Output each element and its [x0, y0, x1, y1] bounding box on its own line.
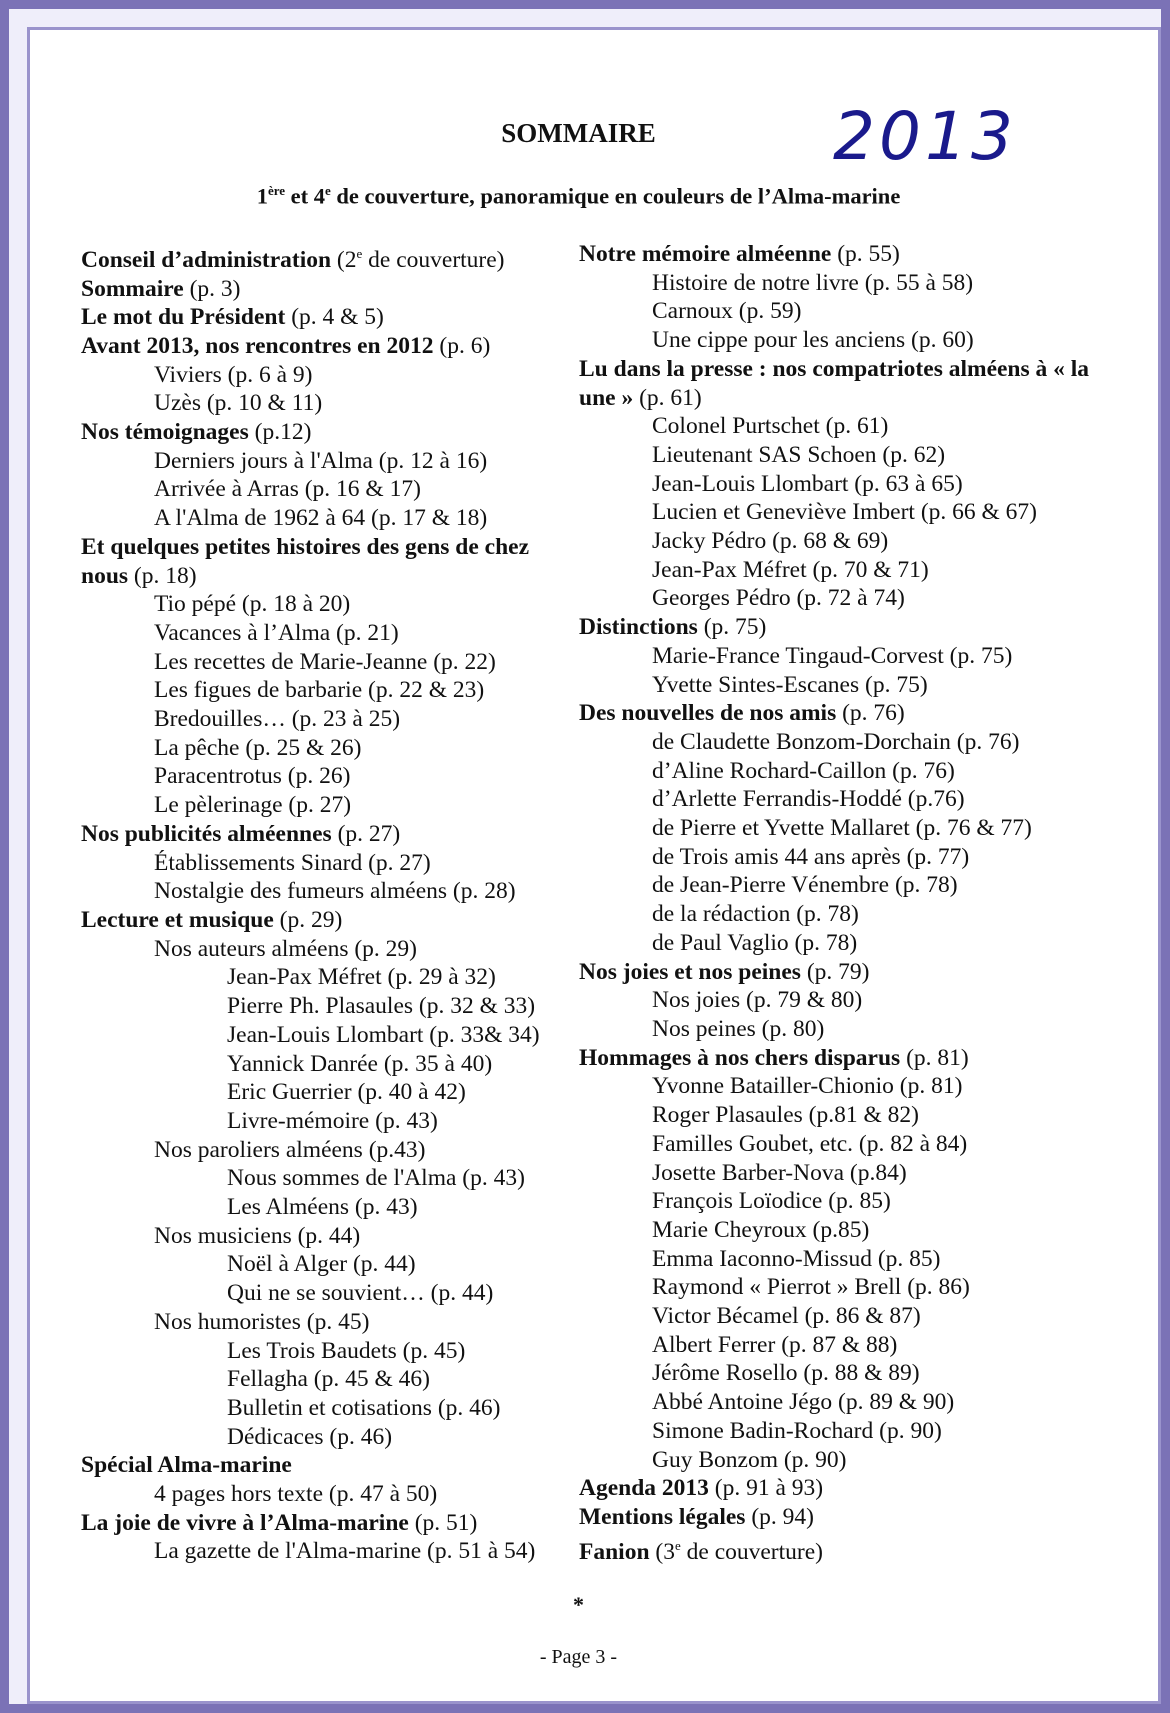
- toc-section: [81, 906, 581, 935]
- toc-section-title: Avant 2013, nos rencontres en 2012: [81, 332, 434, 359]
- toc-section-page: (p. 18): [128, 562, 197, 589]
- toc-entry-text: de Paul Vaglio (p. 78): [652, 929, 858, 956]
- toc-section-page: (p.12): [248, 419, 312, 446]
- toc-entry-text: d’Arlette Ferrandis-Hoddé (p.76): [652, 786, 965, 813]
- toc-entry-text: Yvonne Batailler-Chionio (p. 81): [652, 1073, 963, 1100]
- toc-entry-text: Les recettes de Marie-Jeanne (p. 22): [154, 648, 496, 675]
- toc-entry-text: Jean-Louis Llombart (p. 33& 34): [227, 1021, 540, 1048]
- toc-entry-text: Jacky Pédro (p. 68 & 69): [652, 528, 889, 555]
- toc-section-page: (p. 91 à 93): [708, 1475, 824, 1502]
- toc-section: [579, 699, 1099, 728]
- toc-entry: [579, 556, 1099, 585]
- toc-section-page: (2: [331, 246, 357, 273]
- toc-entry-text: Colonel Purtschet (p. 61): [652, 413, 889, 440]
- toc-entry-text: Jean-Pax Méfret (p. 29 à 32): [227, 964, 496, 991]
- toc-entry: [81, 1078, 581, 1107]
- toc-entry: [81, 849, 581, 878]
- toc-entry: [579, 929, 1099, 958]
- toc-entry: [579, 814, 1099, 843]
- toc-entry-text: Yvette Sintes-Escanes (p. 75): [652, 671, 928, 698]
- toc-section-title: Nos joies et nos peines: [579, 958, 801, 985]
- toc-entry: [579, 1015, 1099, 1044]
- toc-entry: [81, 504, 581, 533]
- toc-entry: [81, 935, 581, 964]
- toc-entry-text: Josette Barber-Nova (p.84): [652, 1159, 907, 1186]
- toc-section-page: (p. 76): [836, 700, 905, 727]
- toc-section: [579, 613, 1099, 642]
- toc-entry: [579, 1072, 1099, 1101]
- toc-section-title: Des nouvelles de nos amis: [579, 700, 837, 727]
- toc-entry: [81, 1050, 581, 1079]
- toc-entry-text: de Jean-Pierre Vénembre (p. 78): [652, 872, 958, 899]
- toc-section-page: (p. 29): [273, 907, 343, 933]
- toc-section-title: La joie de vivre à l’Alma-marine: [81, 1509, 409, 1536]
- toc-section: [81, 533, 581, 590]
- toc-entry: [81, 877, 581, 906]
- cover-note-sup: ère: [267, 183, 286, 198]
- toc-entry-text: Dédicaces (p. 46): [227, 1423, 393, 1450]
- toc-section-title: Le mot du Président: [81, 304, 286, 331]
- toc-entry: [579, 1417, 1099, 1446]
- toc-section-page: (p. 79): [800, 958, 870, 985]
- toc-entry: [579, 1245, 1099, 1274]
- toc-entry-text: Viviers (p. 6 à 9): [154, 361, 313, 388]
- toc-entry: [81, 389, 581, 418]
- toc-section: [579, 1503, 1099, 1532]
- toc-entry-text: Bulletin et cotisations (p. 46): [227, 1394, 501, 1421]
- toc-entry: [81, 1107, 581, 1136]
- toc-entry: [579, 1216, 1099, 1245]
- toc-entry: [81, 1337, 581, 1366]
- toc-section-title: Mentions légales: [579, 1503, 746, 1530]
- toc-entry-text: François Loïodice (p. 85): [652, 1188, 891, 1215]
- toc-entry-text: Pierre Ph. Plasaules (p. 32 & 33): [227, 993, 536, 1020]
- toc-section-page: (p. 4 & 5): [285, 304, 384, 331]
- toc-section-page: (p. 94): [745, 1503, 814, 1530]
- toc-section: [81, 275, 581, 304]
- toc-entry: [579, 584, 1099, 613]
- toc-section-page: (p. 75): [697, 614, 767, 641]
- toc-entry-text: Les Trois Baudets (p. 45): [227, 1337, 466, 1364]
- toc-entry-text: d’Aline Rochard-Caillon (p. 76): [652, 757, 955, 784]
- toc-entry: [81, 1537, 581, 1566]
- toc-entry: [81, 619, 581, 648]
- toc-entry: [579, 1359, 1099, 1388]
- toc-entry: [81, 1136, 581, 1165]
- toc-entry: [579, 986, 1099, 1015]
- toc-entry-text: Raymond « Pierrot » Brell (p. 86): [652, 1274, 970, 1301]
- toc-entry-text: Jérôme Rosello (p. 88 & 89): [652, 1360, 920, 1387]
- toc-entry-text: La gazette de l'Alma-marine (p. 51 à 54): [154, 1538, 536, 1565]
- toc-entry-text: de Trois amis 44 ans après (p. 77): [652, 843, 970, 870]
- toc-entry: [579, 412, 1099, 441]
- toc-entry: [579, 441, 1099, 470]
- toc-entry: [579, 1273, 1099, 1302]
- cover-note-part: de couverture, panoramique en couleurs de l’Alma-marine: [330, 183, 901, 209]
- toc-entry: [81, 1423, 581, 1452]
- page-number: - Page 3 -: [539, 1646, 618, 1668]
- toc-section-page: (p. 51): [408, 1509, 478, 1536]
- toc-entry-text: Arrivée à Arras (p. 16 & 17): [154, 476, 421, 503]
- toc-section-page: de couverture): [680, 1538, 823, 1565]
- toc-entry: [579, 527, 1099, 556]
- toc-right-column: [579, 240, 1099, 1566]
- toc-section-title: Lecture et musique: [81, 907, 274, 933]
- toc-entry-text: Jean-Louis Llombart (p. 63 à 65): [652, 470, 963, 497]
- toc-entry-text: Victor Bécamel (p. 86 & 87): [652, 1303, 921, 1330]
- toc-entry-text: Histoire de notre livre (p. 55 à 58): [652, 269, 974, 296]
- toc-entry: [81, 1193, 581, 1222]
- toc-entry-text: de Pierre et Yvette Mallaret (p. 76 & 77): [652, 815, 1032, 842]
- toc-left-column: [81, 240, 581, 1566]
- toc-entry-text: Nous sommes de l'Alma (p. 43): [227, 1165, 525, 1192]
- toc-section-title: Conseil d’administration: [81, 246, 332, 273]
- toc-section-page: (p. 81): [900, 1044, 969, 1071]
- toc-entry-text: Les figues de barbarie (p. 22 & 23): [154, 677, 485, 704]
- toc-entry: [579, 1302, 1099, 1331]
- toc-entry: [81, 1480, 581, 1509]
- toc-section: [579, 1044, 1099, 1073]
- toc-entry-text: 4 pages hors texte (p. 47 à 50): [154, 1481, 438, 1508]
- toc-entry: [579, 843, 1099, 872]
- toc-entry-text: Guy Bonzom (p. 90): [652, 1446, 847, 1473]
- toc-entry-text: Une cippe pour les anciens (p. 60): [652, 327, 974, 354]
- toc-entry-text: Nos humoristes (p. 45): [154, 1308, 370, 1335]
- toc-section: [579, 1532, 1099, 1567]
- toc-entry: [81, 1394, 581, 1423]
- toc-entry-text: Livre-mémoire (p. 43): [227, 1107, 438, 1134]
- toc-entry: [579, 1446, 1099, 1475]
- toc-entry: [579, 642, 1099, 671]
- toc-entry: [579, 297, 1099, 326]
- toc-entry-text: Yannick Danrée (p. 35 à 40): [227, 1050, 493, 1077]
- toc-entry-text: Marie Cheyroux (p.85): [652, 1216, 870, 1243]
- toc-section: [81, 240, 581, 275]
- toc-entry-text: Roger Plasaules (p.81 & 82): [652, 1102, 919, 1129]
- toc-entry: [81, 1365, 581, 1394]
- toc-entry: [81, 676, 581, 705]
- toc-section-page: (p. 3): [183, 275, 241, 302]
- toc-entry: [81, 1308, 581, 1337]
- toc-section: [81, 418, 581, 447]
- toc-section: [81, 1509, 581, 1538]
- cover-note-sup: e: [325, 183, 331, 198]
- toc-entry: [81, 762, 581, 791]
- toc-section-title: Nos publicités alméennes: [81, 820, 332, 847]
- page-sheet: [27, 27, 1161, 1704]
- toc-entry: [579, 671, 1099, 700]
- toc-entry-text: Georges Pédro (p. 72 à 74): [652, 585, 905, 612]
- toc-entry: [81, 1021, 581, 1050]
- toc-section-title: Agenda 2013: [579, 1475, 709, 1502]
- toc-entry: [81, 590, 581, 619]
- toc-entry: [81, 992, 581, 1021]
- toc-entry: [81, 475, 581, 504]
- toc-entry-text: Qui ne se souvient… (p. 44): [227, 1280, 494, 1307]
- toc-entry: [579, 785, 1099, 814]
- toc-entry: [81, 963, 581, 992]
- toc-entry: [579, 498, 1099, 527]
- toc-entry-text: Uzès (p. 10 & 11): [154, 390, 323, 417]
- toc-entry-text: Abbé Antoine Jégo (p. 89 & 90): [652, 1389, 955, 1416]
- toc-entry-text: Les Alméens (p. 43): [227, 1194, 418, 1221]
- toc-entry-text: Emma Iaconno-Missud (p. 85): [652, 1245, 941, 1272]
- toc-section-page: (p. 55): [831, 241, 900, 267]
- toc-entry: [579, 1187, 1099, 1216]
- toc-section-page: (p. 61): [633, 384, 702, 411]
- toc-entry-text: Simone Badin-Rochard (p. 90): [652, 1417, 942, 1444]
- toc-entry-text: La pêche (p. 25 & 26): [154, 734, 362, 761]
- toc-entry: [579, 326, 1099, 355]
- toc-section: [81, 820, 581, 849]
- toc-section: [81, 303, 581, 332]
- toc-entry: [579, 757, 1099, 786]
- toc-entry: [579, 470, 1099, 499]
- toc-entry-text: A l'Alma de 1962 à 64 (p. 17 & 18): [154, 505, 488, 532]
- toc-entry-text: de la rédaction (p. 78): [652, 901, 859, 928]
- toc-section: [81, 332, 581, 361]
- toc-section-title: Sommaire: [81, 275, 184, 302]
- toc-section: [579, 958, 1099, 987]
- toc-entry-text: Nos peines (p. 80): [652, 1015, 825, 1042]
- toc-entry: [579, 1331, 1099, 1360]
- toc-section: [579, 240, 1099, 269]
- toc-entry: [81, 361, 581, 390]
- toc-entry-text: Nos joies (p. 79 & 80): [652, 987, 863, 1014]
- toc-entry-text: Lieutenant SAS Schoen (p. 62): [652, 441, 946, 468]
- toc-entry: [579, 1159, 1099, 1188]
- toc-entry: [81, 791, 581, 820]
- toc-entry-text: Nos musiciens (p. 44): [154, 1222, 361, 1249]
- toc-entry-text: Établissements Sinard (p. 27): [154, 849, 431, 876]
- toc-entry: [579, 1101, 1099, 1130]
- toc-entry: [579, 1130, 1099, 1159]
- toc-entry-text: Bredouilles… (p. 23 à 25): [154, 706, 401, 733]
- toc-section-title: Nos témoignages: [81, 419, 249, 446]
- toc-section-title: Notre mémoire alméenne: [579, 241, 832, 267]
- toc-entry: [81, 648, 581, 677]
- toc-entry-text: Fellagha (p. 45 & 46): [227, 1366, 430, 1393]
- toc-section-page: (p. 6): [433, 332, 491, 359]
- toc-entry-text: Noël à Alger (p. 44): [227, 1251, 416, 1278]
- cover-note-part: et 4: [285, 183, 325, 209]
- toc-entry: [81, 1279, 581, 1308]
- toc-section-title: Lu dans la presse : nos compatriotes alméens à « la une »: [579, 355, 1090, 411]
- toc-section: [579, 355, 1099, 412]
- toc-entry-text: Tio pépé (p. 18 à 20): [154, 591, 351, 618]
- toc-entry: [579, 269, 1099, 298]
- toc-entry: [81, 1164, 581, 1193]
- toc-entry-text: Eric Guerrier (p. 40 à 42): [227, 1079, 466, 1106]
- cover-note: [30, 183, 1127, 210]
- toc-entry-text: Vacances à l’Alma (p. 21): [154, 619, 399, 646]
- toc-section-title: Spécial Alma-marine: [81, 1452, 292, 1479]
- toc-entry: [81, 447, 581, 476]
- toc-entry-text: Nos auteurs alméens (p. 29): [154, 935, 417, 962]
- toc-entry-text: Jean-Pax Méfret (p. 70 & 71): [652, 556, 929, 583]
- toc-entry: [81, 734, 581, 763]
- toc-entry-text: Paracentrotus (p. 26): [154, 763, 351, 790]
- toc-entry: [81, 705, 581, 734]
- toc-entry-text: de Claudette Bonzom-Dorchain (p. 76): [652, 728, 1020, 755]
- toc-entry-text: Nos paroliers alméens (p.43): [154, 1136, 426, 1163]
- toc-section-title: Et quelques petites histoires des gens de chez nous: [81, 533, 530, 589]
- toc-section-title: Hommages à nos chers disparus: [579, 1044, 901, 1071]
- toc-entry: [579, 871, 1099, 900]
- toc-entry-text: Lucien et Geneviève Imbert (p. 66 & 67): [652, 499, 1037, 526]
- toc-entry-text: Le pèlerinage (p. 27): [154, 792, 352, 819]
- toc-entry: [579, 728, 1099, 757]
- toc-section-title: Distinctions: [579, 614, 698, 641]
- toc-entry-text: Albert Ferrer (p. 87 & 88): [652, 1331, 898, 1358]
- toc-entry-text: Carnoux (p. 59): [652, 298, 802, 325]
- toc-section-page: de couverture): [362, 246, 505, 273]
- toc-entry: [81, 1250, 581, 1279]
- year-label: 2013: [833, 98, 1017, 175]
- superscript: e: [674, 1537, 681, 1553]
- superscript: e: [356, 246, 363, 261]
- toc-section-title: Fanion: [579, 1538, 650, 1565]
- toc-entry-text: Nostalgie des fumeurs alméens (p. 28): [154, 878, 516, 905]
- toc-entry: [81, 1222, 581, 1251]
- toc-entry-text: Derniers jours à l'Alma (p. 12 à 16): [154, 447, 488, 474]
- toc-entry: [579, 1388, 1099, 1417]
- cover-note-part: 1: [256, 183, 268, 209]
- toc-section-page: (p. 27): [331, 820, 401, 847]
- toc-section-page: (3: [649, 1538, 675, 1565]
- toc-entry: [579, 900, 1099, 929]
- toc-section: [81, 1451, 581, 1480]
- toc-section: [579, 1474, 1099, 1503]
- toc-entry-text: Marie-France Tingaud-Corvest (p. 75): [652, 642, 1013, 669]
- separator-asterisk: *: [573, 1592, 584, 1617]
- toc-entry-text: Familles Goubet, etc. (p. 82 à 84): [652, 1130, 968, 1157]
- page-title: SOMMAIRE: [501, 118, 656, 148]
